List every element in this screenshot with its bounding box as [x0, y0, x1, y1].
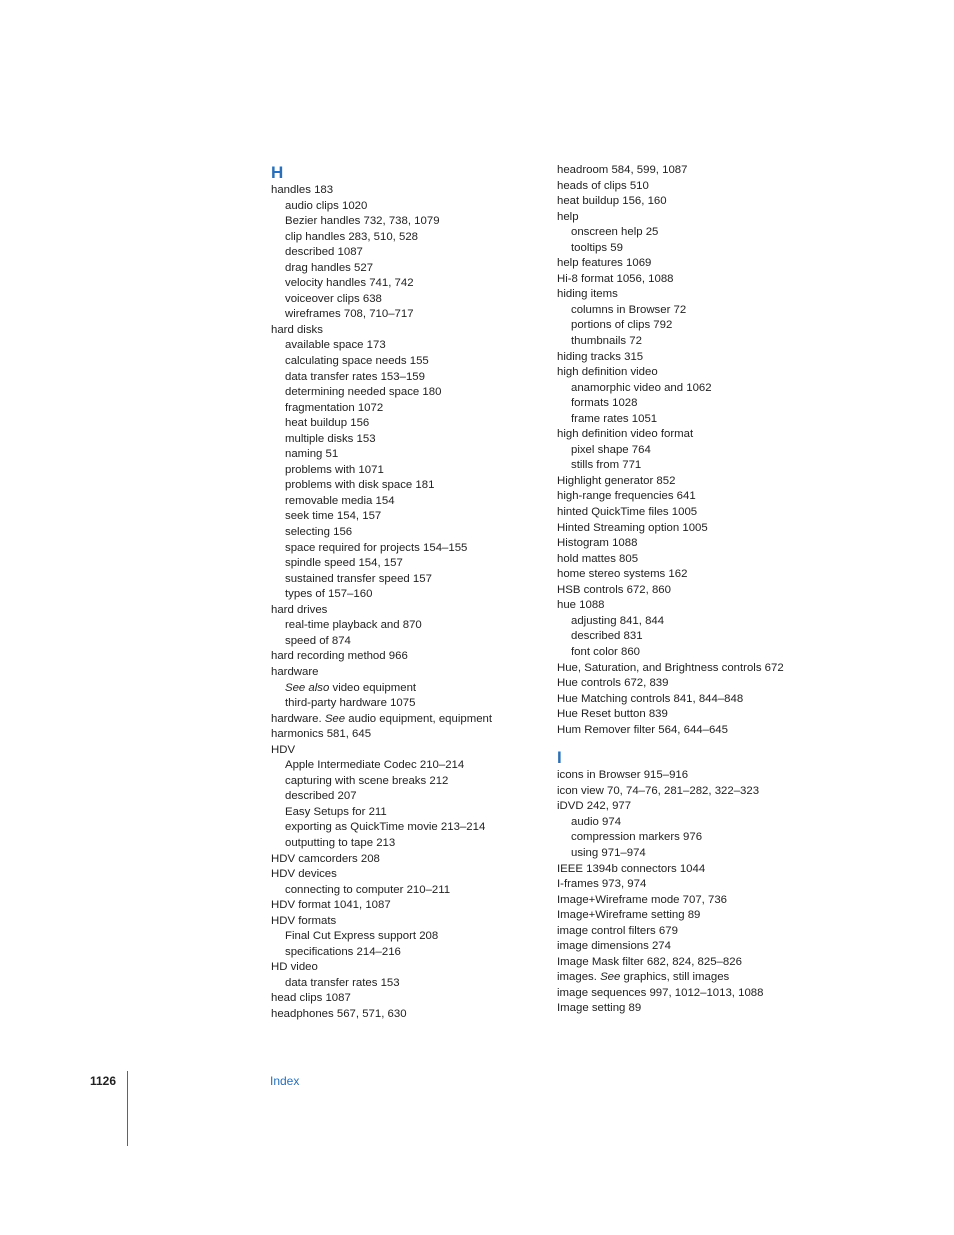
- index-entry: [557, 723, 817, 739]
- index-entry: [557, 939, 817, 955]
- index-entry: [557, 1001, 817, 1017]
- entry-text: font color 860: [571, 645, 641, 658]
- entry-prefix: hardware.: [271, 712, 325, 725]
- index-entry: [557, 256, 817, 272]
- index-subentry: [271, 494, 531, 510]
- index-subentry: [271, 199, 531, 215]
- page-number: 1126: [90, 1074, 117, 1088]
- index-entry: [557, 210, 817, 226]
- index-entry: [557, 521, 817, 537]
- entry-text: compression markers 976: [571, 831, 703, 844]
- index-subentry: [271, 525, 531, 541]
- index-entry: [557, 474, 817, 490]
- index-subentry: [271, 261, 531, 277]
- entry-text: adjusting 841, 844: [571, 614, 665, 627]
- entry-text: Histogram 1088: [557, 537, 638, 550]
- entry-text: HDV: [271, 743, 296, 756]
- entry-text: Hum Remover filter 564, 644–645: [557, 723, 728, 736]
- entry-text: described 831: [571, 630, 643, 643]
- entry-text: types of 157–160: [285, 588, 373, 601]
- index-entry: [557, 784, 817, 800]
- entry-text: speed of 874: [285, 634, 351, 647]
- index-entry: [271, 712, 531, 728]
- index-subentry: [557, 334, 817, 350]
- entry-text: problems with 1071: [285, 463, 384, 476]
- index-subentry: [271, 618, 531, 634]
- entry-text: heads of clips 510: [557, 179, 649, 192]
- entry-text: specifications 214–216: [285, 945, 401, 958]
- entry-text: Hi-8 format 1056, 1088: [557, 272, 674, 285]
- entry-text: head clips 1087: [271, 992, 351, 1005]
- index-subentry: [557, 396, 817, 412]
- index-entry: [557, 179, 817, 195]
- entry-text: image dimensions 274: [557, 940, 671, 953]
- entry-text: Final Cut Express support 208: [285, 930, 439, 943]
- entry-text: Bezier handles 732, 738, 1079: [285, 215, 440, 228]
- entry-text: hold mattes 805: [557, 552, 639, 565]
- entry-text: audio equipment, equipment: [345, 712, 493, 725]
- entry-text: HSB controls 672, 860: [557, 583, 671, 596]
- entry-text: icon view 70, 74–76, 281–282, 322–323: [557, 784, 760, 797]
- entry-text: help features 1069: [557, 257, 652, 270]
- entry-text: video equipment: [329, 681, 417, 694]
- section-letter: H: [271, 163, 284, 182]
- entry-text: spindle speed 154, 157: [285, 557, 403, 570]
- index-subentry: [271, 945, 531, 961]
- index-subentry: [271, 230, 531, 246]
- entry-text: velocity handles 741, 742: [285, 277, 414, 290]
- index-entry: [557, 194, 817, 210]
- entry-text: clip handles 283, 510, 528: [285, 230, 418, 243]
- entry-text: Easy Setups for 211: [285, 805, 387, 818]
- entry-text: help: [557, 210, 579, 223]
- index-entry: [557, 350, 817, 366]
- entry-text: sustained transfer speed 157: [285, 572, 432, 585]
- index-subentry: [557, 225, 817, 241]
- index-entry: [557, 986, 817, 1002]
- index-subentry: [557, 645, 817, 661]
- entry-text: heat buildup 156: [285, 417, 370, 430]
- entry-text: data transfer rates 153–159: [285, 370, 425, 383]
- entry-text: Image+Wireframe setting 89: [557, 909, 701, 922]
- entry-text: calculating space needs 155: [285, 355, 429, 368]
- index-entry: [271, 183, 531, 199]
- index-subentry: [271, 836, 531, 852]
- entry-text: multiple disks 153: [285, 432, 376, 445]
- index-entry: [271, 914, 531, 930]
- entry-text: Image+Wireframe mode 707, 736: [557, 893, 727, 906]
- entry-text: fragmentation 1072: [285, 401, 384, 414]
- index-subentry: [271, 307, 531, 323]
- index-entry: [557, 583, 817, 599]
- index-entry: [557, 970, 817, 986]
- index-subentry: [557, 443, 817, 459]
- index-entry: [557, 955, 817, 971]
- entry-text: high-range frequencies 641: [557, 490, 696, 503]
- index-entry: [557, 163, 817, 179]
- entry-text: I-frames 973, 974: [557, 878, 647, 891]
- index-entry: [271, 727, 531, 743]
- index-entry: [557, 676, 817, 692]
- entry-text: selecting 156: [285, 526, 353, 539]
- entry-text: iDVD 242, 977: [557, 800, 632, 813]
- index-subentry: [271, 214, 531, 230]
- see-reference: See also: [285, 681, 330, 694]
- entry-text: seek time 154, 157: [285, 510, 382, 523]
- index-subentry: [271, 370, 531, 386]
- entry-text: formats 1028: [571, 397, 638, 410]
- index-entry: [271, 603, 531, 619]
- index-column-left: [271, 163, 531, 1023]
- entry-text: third-party hardware 1075: [285, 697, 416, 710]
- entry-text: removable media 154: [285, 494, 395, 507]
- index-subentry: [271, 463, 531, 479]
- entry-text: real-time playback and 870: [285, 619, 422, 632]
- index-subentry: [271, 634, 531, 650]
- entry-text: wireframes 708, 710–717: [285, 308, 414, 321]
- entry-text: described 207: [285, 790, 357, 803]
- index-subentry: [271, 432, 531, 448]
- footer-divider: [127, 1071, 128, 1146]
- index-subentry: [271, 696, 531, 712]
- entry-text: high definition video format: [557, 428, 694, 441]
- entry-text: anamorphic video and 1062: [571, 381, 712, 394]
- index-subentry: [557, 614, 817, 630]
- index-subentry: [557, 629, 817, 645]
- index-subentry: [271, 758, 531, 774]
- entry-text: graphics, still images: [620, 971, 730, 984]
- index-entry: [271, 852, 531, 868]
- index-subentry: [271, 385, 531, 401]
- index-entry: [557, 877, 817, 893]
- entry-text: audio clips 1020: [285, 199, 368, 212]
- entry-text: hiding items: [557, 288, 618, 301]
- entry-text: heat buildup 156, 160: [557, 195, 667, 208]
- section-letter: I: [557, 748, 562, 768]
- entry-text: Image setting 89: [557, 1002, 642, 1015]
- entry-text: using 971–974: [571, 846, 646, 859]
- index-subentry: [271, 447, 531, 463]
- entry-text: Image Mask filter 682, 824, 825–826: [557, 955, 742, 968]
- index-entry: [271, 323, 531, 339]
- index-subentry: [271, 556, 531, 572]
- entry-text: HDV format 1041, 1087: [271, 899, 391, 912]
- entry-text: Hue controls 672, 839: [557, 677, 669, 690]
- index-entry: [557, 272, 817, 288]
- index-entry: [271, 960, 531, 976]
- see-reference: See: [600, 971, 621, 984]
- index-subentry: [271, 883, 531, 899]
- entry-text: data transfer rates 153: [285, 976, 400, 989]
- index-entry: [557, 598, 817, 614]
- entry-text: hard drives: [271, 603, 328, 616]
- index-subentry: [271, 416, 531, 432]
- index-subentry: [557, 830, 817, 846]
- entry-text: hard disks: [271, 323, 323, 336]
- index-subentry: [557, 381, 817, 397]
- index-subentry: [271, 587, 531, 603]
- entry-text: HDV camcorders 208: [271, 852, 380, 865]
- entry-text: available space 173: [285, 339, 386, 352]
- index-entry: [557, 552, 817, 568]
- entry-text: tooltips 59: [571, 241, 623, 254]
- entry-text: stills from 771: [571, 459, 642, 472]
- index-subentry: [557, 412, 817, 428]
- entry-text: harmonics 581, 645: [271, 728, 372, 741]
- section-gap: [557, 738, 817, 748]
- entry-text: Apple Intermediate Codec 210–214: [285, 759, 465, 772]
- index-subentry: [271, 929, 531, 945]
- entry-text: onscreen help 25: [571, 226, 659, 239]
- index-entry: [557, 427, 817, 443]
- index-entry: [557, 287, 817, 303]
- entry-text: capturing with scene breaks 212: [285, 774, 449, 787]
- entry-text: icons in Browser 915–916: [557, 769, 689, 782]
- entry-text: problems with disk space 181: [285, 479, 435, 492]
- entry-text: image sequences 997, 1012–1013, 1088: [557, 986, 764, 999]
- index-subentry: [271, 789, 531, 805]
- index-subentry: [271, 354, 531, 370]
- index-subentry: [271, 774, 531, 790]
- index-subentry: [557, 846, 817, 862]
- index-entry: [557, 365, 817, 381]
- index-column-right: [557, 163, 817, 1017]
- entry-text: HD video: [271, 961, 318, 974]
- index-subentry: [271, 276, 531, 292]
- entry-text: headphones 567, 571, 630: [271, 1007, 407, 1020]
- entry-text: hue 1088: [557, 599, 605, 612]
- index-entry: [271, 665, 531, 681]
- entry-text: connecting to computer 210–211: [285, 883, 451, 896]
- index-subentry: [271, 292, 531, 308]
- entry-text: HDV formats: [271, 914, 337, 927]
- index-entry: [271, 898, 531, 914]
- index-entry: [557, 893, 817, 909]
- index-entry: [271, 991, 531, 1007]
- entry-text: IEEE 1394b connectors 1044: [557, 862, 706, 875]
- entry-text: Hue Reset button 839: [557, 708, 668, 721]
- index-entry: [557, 692, 817, 708]
- footer-section-label: Index: [270, 1074, 300, 1088]
- index-entry: [557, 924, 817, 940]
- index-entry: [557, 505, 817, 521]
- entry-text: described 1087: [285, 246, 363, 259]
- entry-text: portions of clips 792: [571, 319, 673, 332]
- entry-text: voiceover clips 638: [285, 292, 382, 305]
- index-entry: [557, 489, 817, 505]
- entry-text: image control filters 679: [557, 924, 678, 937]
- index-subentry: [271, 401, 531, 417]
- index-subentry: [271, 820, 531, 836]
- index-subentry: [271, 245, 531, 261]
- entry-text: columns in Browser 72: [571, 303, 687, 316]
- index-entry: [271, 1007, 531, 1023]
- index-subentry: [271, 805, 531, 821]
- index-entry: [557, 799, 817, 815]
- entry-text: Hue, Saturation, and Brightness controls 672: [557, 661, 784, 674]
- entry-text: hard recording method 966: [271, 650, 408, 663]
- index-entry: [557, 661, 817, 677]
- entry-text: drag handles 527: [285, 261, 374, 274]
- see-reference: See: [324, 712, 346, 725]
- entry-text: pixel shape 764: [571, 443, 651, 456]
- index-entry: [271, 743, 531, 759]
- entry-text: hiding tracks 315: [557, 350, 644, 363]
- index-subentry: [557, 458, 817, 474]
- index-subentry: [271, 478, 531, 494]
- index-subentry: [557, 241, 817, 257]
- index-subentry: [271, 541, 531, 557]
- index-entry: [557, 536, 817, 552]
- entry-text: hinted QuickTime files 1005: [557, 506, 698, 519]
- index-subentry: [557, 318, 817, 334]
- entry-text: handles 183: [271, 184, 334, 196]
- index-subentry: [271, 572, 531, 588]
- entry-text: hardware: [271, 665, 319, 678]
- entry-text: determining needed space 180: [285, 386, 442, 399]
- index-subentry: [271, 976, 531, 992]
- entry-text: outputting to tape 213: [285, 836, 396, 849]
- entry-text: space required for projects 154–155: [285, 541, 468, 554]
- entry-prefix: images.: [557, 971, 601, 984]
- index-entry: [557, 567, 817, 583]
- index-entry: [271, 649, 531, 665]
- entry-text: high definition video: [557, 366, 658, 379]
- entry-text: frame rates 1051: [571, 412, 658, 425]
- index-entry: [557, 768, 817, 784]
- entry-text: Hinted Streaming option 1005: [557, 521, 708, 534]
- index-entry: [557, 908, 817, 924]
- entry-text: exporting as QuickTime movie 213–214: [285, 821, 486, 834]
- index-subentry: [557, 303, 817, 319]
- index-subentry: [271, 681, 531, 697]
- index-subentry: [557, 815, 817, 831]
- index-entry: [557, 707, 817, 723]
- index-entry: [557, 862, 817, 878]
- entry-text: naming 51: [285, 448, 339, 461]
- entry-text: HDV devices: [271, 868, 337, 881]
- entry-text: audio 974: [571, 815, 622, 828]
- index-subentry: [271, 509, 531, 525]
- entry-text: Highlight generator 852: [557, 474, 676, 487]
- index-entry: [271, 867, 531, 883]
- entry-text: headroom 584, 599, 1087: [557, 164, 688, 176]
- entry-text: home stereo systems 162: [557, 568, 688, 581]
- index-subentry: [271, 338, 531, 354]
- entry-text: Hue Matching controls 841, 844–848: [557, 692, 744, 705]
- entry-text: thumbnails 72: [571, 335, 642, 348]
